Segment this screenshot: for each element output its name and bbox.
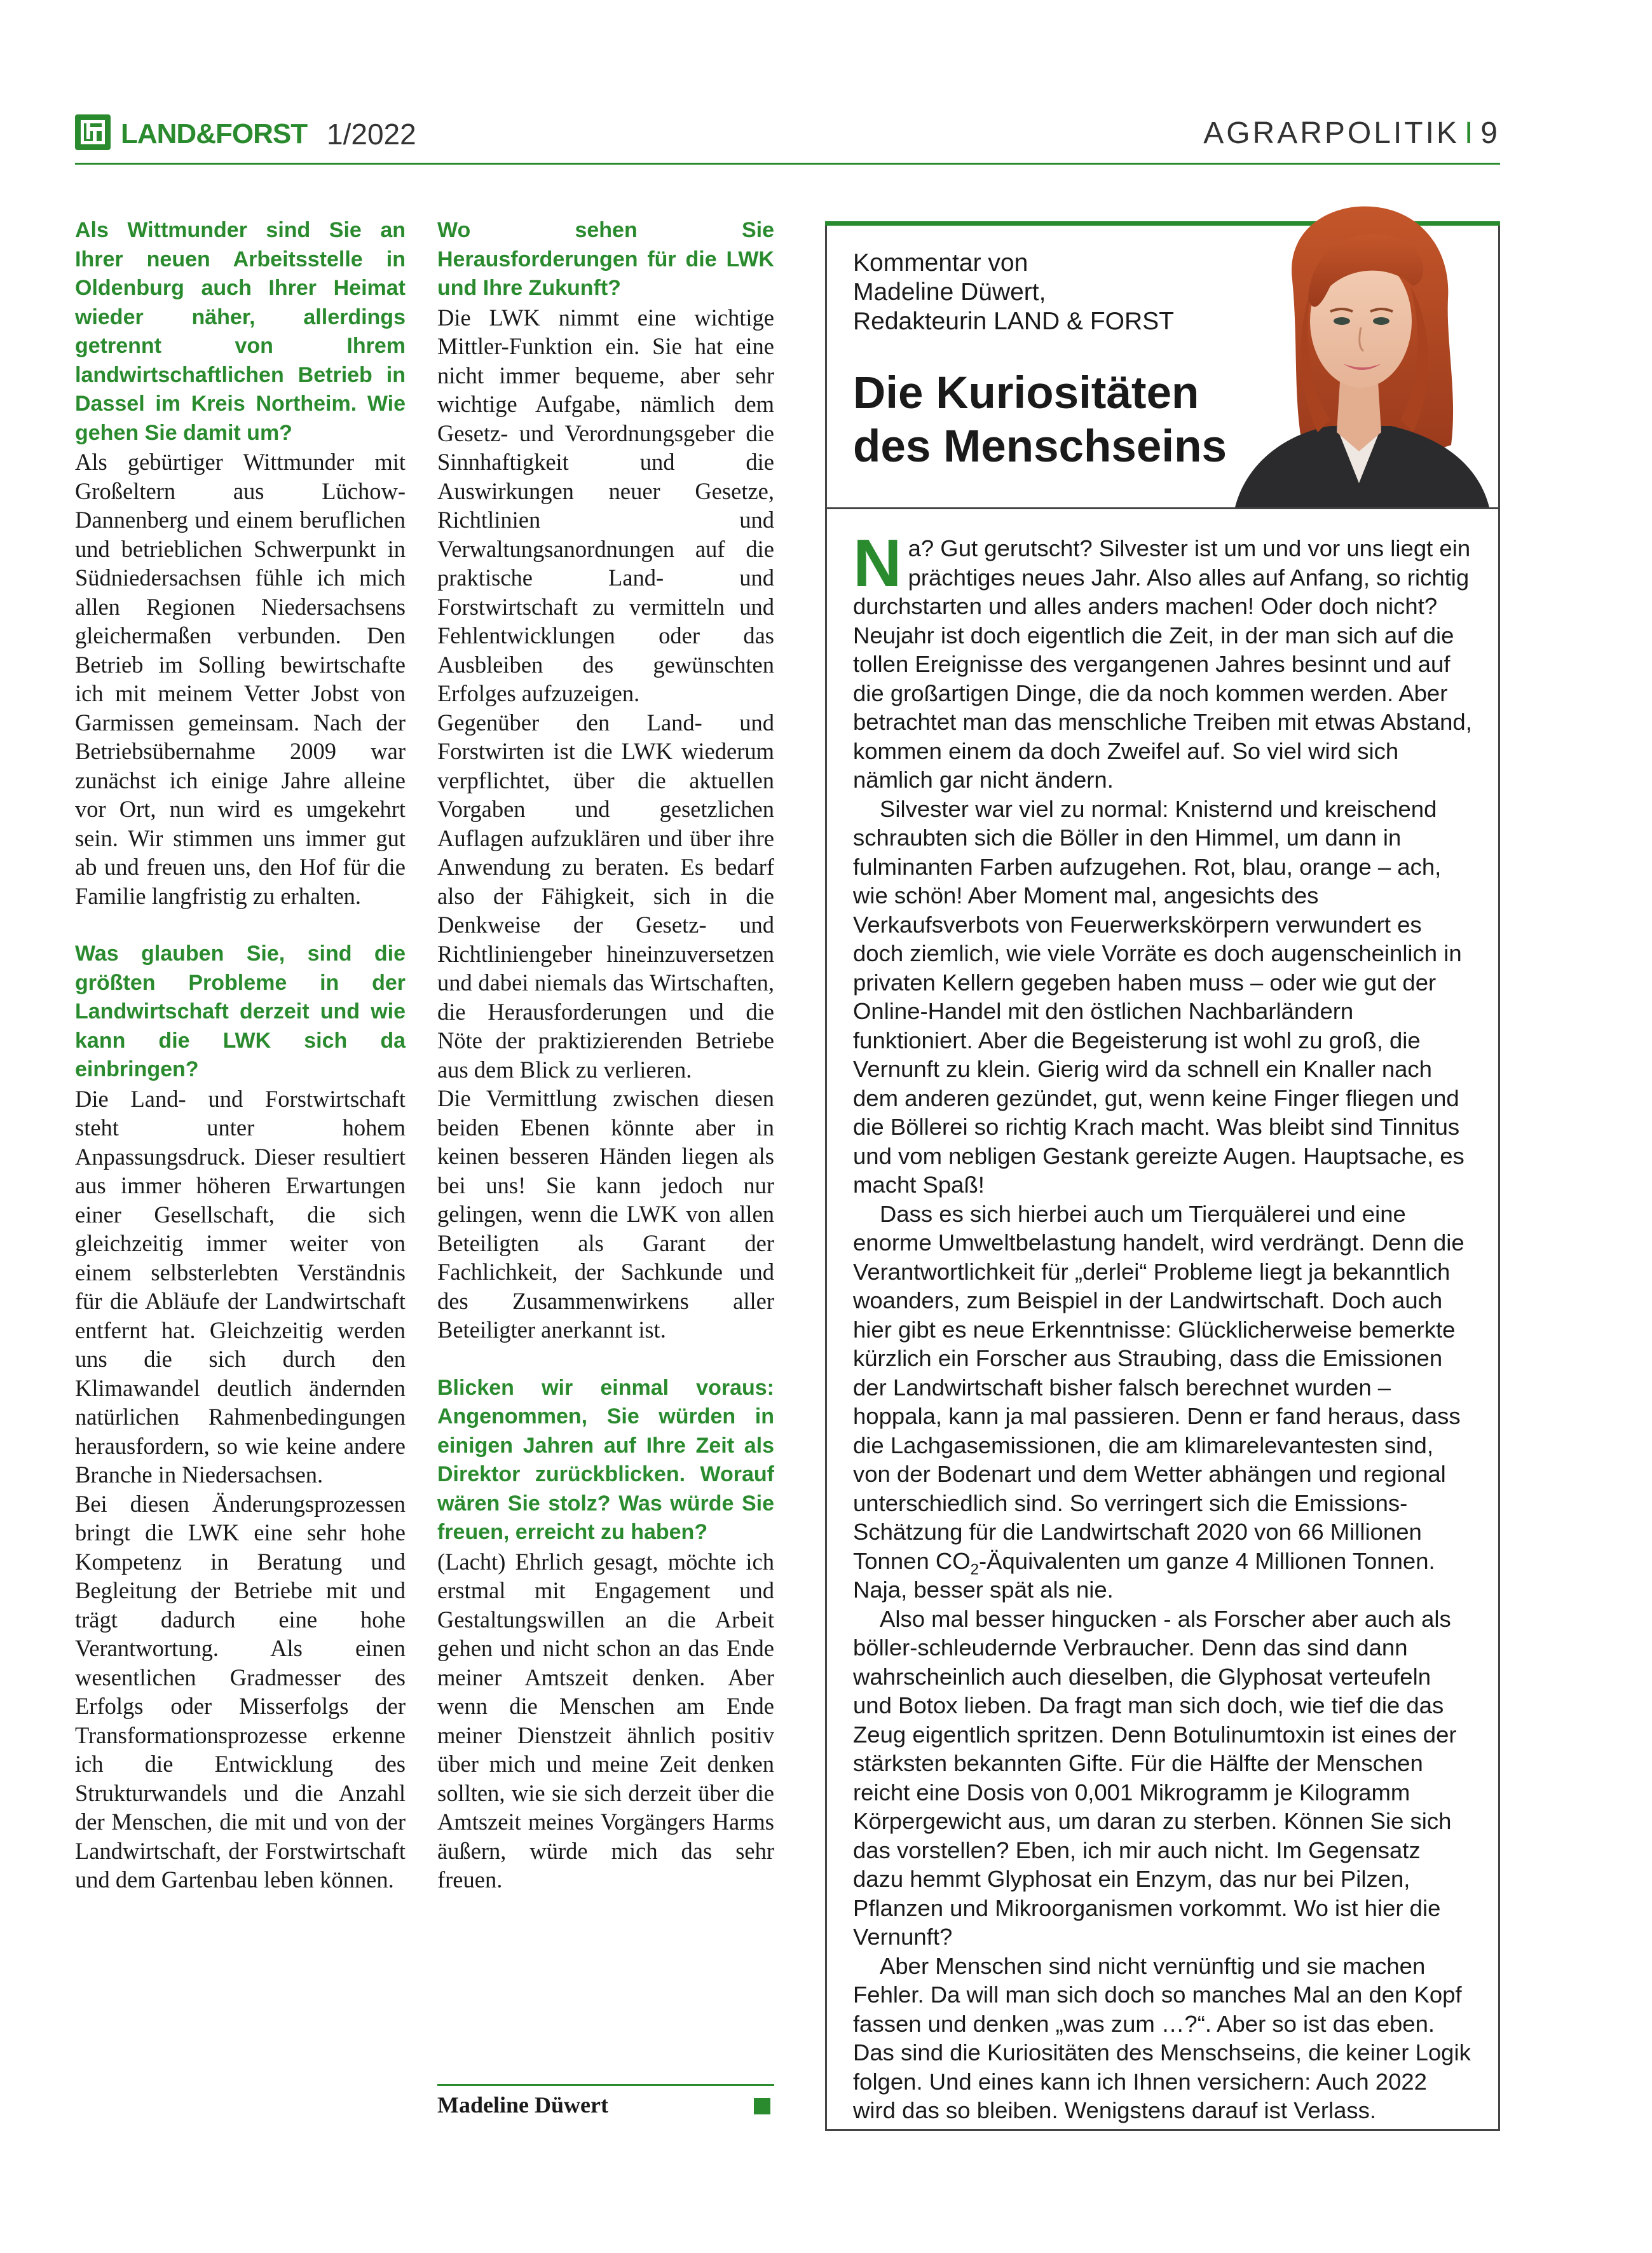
- interview-column-2: [437, 216, 774, 1894]
- interview-question: Wo sehen Sie Herausforderungen für die LWK und Ihre Zukunft?: [437, 218, 774, 300]
- interview-answer: Die Vermittlung zwischen diesen beiden Ebenen könnte aber in keinen besseren Händen liegen als bei uns! Sie kann jedoch nur gelingen, wenn die LWK von allen Beteiligten als Garant der Fachlichkeit, der Sachkunde und des Zusammenwirkens aller Beteiligter anerkannt ist.: [437, 1085, 774, 1343]
- interview-question: Blicken wir einmal voraus: Angenommen, Sie würden in einigen Jahren auf Ihre Zeit als Direktor zurückblicken. Worauf wären Sie stolz? Was würde Sie freuen, erreicht zu haben?: [437, 1375, 774, 1544]
- land-forst-logo-icon: [75, 114, 111, 150]
- byline-line: Redakteurin LAND & FORST: [853, 308, 1175, 335]
- commentary-text: Dass es sich hierbei auch um Tierquälerei und eine enorme Umweltbelastung handelt, wird verdrängt. Denn die Verantwortlichkeit für „derlei“ Probleme liegt ja bekanntlich woanders, zum Beispiel in der Landwirtschaft. Doch auch hier gibt es neue Erkenntnisse: Glücklicherweise bemerkte kürzlich ein Forscher aus Straubing, dass die Emissionen der Landwirtschaft bisher falsch berechnet wurden – hoppala, kann ja mal passieren. Denn er fand heraus, dass die Lachgasemissionen, die am klimarelevantesten sind, von der Bodenart und dem Wetter abhängen und regional unterschiedlich sind. So verringert sich die Emissions-Schätzung für die Landwirtschaft 2020 von 66 Millionen Tonnen CO: [853, 1200, 1464, 1574]
- commentary-text: -Äquivalenten um ganze 4 Millionen Tonnen. Naja, besser spät als nie.: [853, 1547, 1435, 1603]
- commentary-paragraph: [853, 1200, 1476, 1605]
- commentary-header: [825, 226, 1500, 509]
- commentary-title: [853, 367, 1227, 474]
- end-mark-icon: [754, 2098, 770, 2114]
- byline-line: Madeline Düwert,: [853, 278, 1046, 306]
- commentary-paragraph: [853, 526, 1476, 795]
- commentary-paragraph: Silvester war viel zu normal: Knisternd und kreischend schraubten sich die Böller in den Himmel, um dann in fulminanten Farben aufzugehen. Rot, blau, orange – ach, wie schön! Aber Moment mal, angesichts des Verkaufsverbots von Feuerwerkskörpern verwundert es doch ziemlich, wie viele Vorräte es doch augenscheinlich in privaten Kellern gegeben haben muss – oder wie gut der Online-Handel mit den östlichen Nachbarländern funktioniert. Aber die Begeisterung ist wohl zu groß, die Vernunft zu klein. Gierig wird da schnell ein Knaller nach dem anderen gezündet, gut, wenn keine Finger fliegen und die Böllerei so richtig Krach macht. Was bleibt sind Tinnitus und vom nebligen Gestank gereizte Augen. Hauptsache, es macht Spaß!: [853, 795, 1464, 1198]
- author-portrait: [1222, 191, 1498, 507]
- title-line: des Menschseins: [853, 421, 1227, 472]
- commentary-text: a? Gut gerutscht? Silvester ist um und vor uns liegt ein prächtiges neues Jahr. Also alles auf Anfang, so richtig durchstarten und alles anders machen! Oder doch nicht? Neujahr ist doch eigentlich die Zeit, in der man sich auf die tollen Ereignisse des vergangenen Jahres besinnt und auf die großartigen Dinge, die da noch kommen werden. Aber betrachtet man das menschliche Treiben mit etwas Abstand, kommen einem da doch Zweifel auf. So viel wird sich nämlich gar nicht ändern.: [853, 535, 1472, 793]
- author-rule: [437, 2084, 774, 2086]
- section-label: [1203, 116, 1500, 151]
- page-number: 9: [1480, 116, 1500, 150]
- commentary-paragraph: Also mal besser hingucken - als Forscher aber auch als böller-schleudernde Verbraucher. Denn das sind dann wahrscheinlich auch dieselben, die Glyphosat verteufeln und Botox lieben. Da fragt man sich doch, wie tief die das Zeug eigentlich spritzen. Denn Botulinumtoxin ist eines der stärksten bekannten Gifte. Für die Hälfte der Menschen reicht eine Dosis von 0,001 Mikrogramm je Kilogramm Körpergewicht aus, um daran zu sterben. Können Sie sich das vorstellen? Eben, ich mir auch nicht. Im Gegensatz dazu hemmt Glyphosat ein Enzym, das nur bei Pilzen, Pflanzen und Mikroorganismen vorkommt. Wo ist hier die Vernunft?: [853, 1605, 1457, 1950]
- interview-column-1: [75, 216, 406, 1894]
- section-name: AGRARPOLITIK: [1203, 116, 1459, 150]
- commentary-paragraph: Aber Menschen sind nicht vernünftig und sie machen Fehler. Da will man sich doch so manches Mal an den Kopf fassen und denken „was zum …?“. Aber so ist das eben. Das sind die Kuriositäten des Menschseins, die keiner Logik folgen. Und eines kann ich Ihnen versichern: Auch 2022 wird das so bleiben. Wenigstens darauf ist Verlass.: [853, 1952, 1471, 2123]
- interview-answer: Die Land- und Forstwirtschaft steht unter hohem Anpassungsdruck. Dieser resultiert aus immer höheren Erwartungen einer Gesellschaft, die sich gleichzeitig immer weiter von einem selbsterlebten Verständnis für die Abläufe der Landwirtschaft entfernt hat. Gleichzeitig werden uns die sich durch den Klimawandel deutlich ändernden natürlichen Rahmenbedingungen herausfordern, so wie keine andere Branche in Niedersachsen.: [75, 1085, 406, 1488]
- commentary-body: [853, 526, 1476, 2125]
- subscript: 2: [970, 1560, 979, 1578]
- interview-question: Als Wittmunder sind Sie an Ihrer neuen Arbeitsstelle in Oldenburg auch Ihrer Heimat wieder näher, allerdings getrennt von Ihrem landwirtschaftlichen Betrieb in Dassel im Kreis Northeim. Wie gehen Sie damit um?: [75, 218, 406, 445]
- article-author: Madeline Düwert: [437, 2092, 608, 2118]
- interview-answer: Die LWK nimmt eine wichtige Mittler-Funktion ein. Sie hat eine nicht immer bequeme, aber sehr wichtige Aufgabe, nämlich dem Gesetz- und Verordnungsgeber die Sinnhaftigkeit und die Auswirkungen neuer Gesetze, Richtlinien und Verwaltungsanordnungen auf die praktische Land- und Forstwirtschaft zu vermitteln und Fehlentwicklungen oder das Ausbleiben des gewünschten Erfolges aufzuzeigen.: [437, 304, 774, 706]
- issue-number: 1/2022: [327, 118, 416, 151]
- commentary-header-rule: [825, 507, 1500, 509]
- paragraph-gap: [75, 910, 406, 940]
- page-header: [75, 112, 1500, 163]
- drop-cap: N: [853, 526, 902, 601]
- byline-line: Kommentar von: [853, 249, 1028, 277]
- logo-text: LAND&FORST: [121, 118, 308, 149]
- interview-answer: Bei diesen Änderungsprozessen bringt die LWK eine sehr hohe Kompetenz in Beratung und Begleitung der Betriebe mit und trägt dadurch eine hohe Verantwortung. Als einen wesentlichen Gradmesser des Erfolgs oder Misserfolgs der Transformationsprozesse erkenne ich die Entwicklung des Strukturwandels und die Anzahl der Menschen, die mit und von der Landwirtschaft, der Forstwirtschaft und dem Gartenbau leben können.: [75, 1490, 406, 1893]
- header-rule: [75, 163, 1500, 165]
- interview-answer: Als gebürtiger Wittmunder mit Großeltern aus Lüchow-Dannenberg und einem beruflichen und betrieblichen Schwerpunkt in Südniedersachsen fühle ich mich allen Regionen Niedersachsens gleichermaßen verbunden. Den Betrieb im Solling bewirtschafte ich mit meinem Vetter Jobst von Garmissen gemeinsam. Nach der Betriebsübernahme 2009 war zunächst ich einige Jahre alleine vor Ort, nun wird es umgekehrt sein. Wir stimmen uns immer gut ab und freuen uns, den Hof für die Familie langfristig zu erhalten.: [75, 449, 406, 909]
- interview-answer: Gegenüber den Land- und Forstwirten ist die LWK wiederum verpflichtet, über die aktuellen Vorgaben und gesetzlichen Auflagen aufzuklären und über ihre Anwendung zu beraten. Es bedarf also der Fähigkeit, sich in die Denkweise der Gesetz- und Richtliniengeber hineinzuversetzen und dabei niemals das Wirtschaften, die Herausforderungen und die Nöte der praktizierenden Betriebe aus dem Blick zu verlieren.: [437, 709, 774, 1083]
- title-line: Die Kuriositäten: [853, 368, 1199, 418]
- commentary-byline: [853, 249, 1174, 336]
- section-separator: I: [1464, 116, 1476, 150]
- paragraph-gap: [437, 1345, 774, 1374]
- interview-question: Was glauben Sie, sind die größten Probleme in der Landwirtschaft derzeit und wie kann die LWK sich da einbringen?: [75, 942, 406, 1081]
- interview-answer: (Lacht) Ehrlich gesagt, möchte ich erstmal mit Engagement und Gestaltungswillen an die Arbeit gehen und nicht schon an das Ende meiner Amtszeit denken. Aber wenn die Menschen am Ende meiner Dienstzeit ähnlich positiv über mich und meine Zeit denken sollten, wie sie sich derzeit über die Amtszeit meines Vorgängers Harms äußern, würde mich das sehr freuen.: [437, 1548, 774, 1893]
